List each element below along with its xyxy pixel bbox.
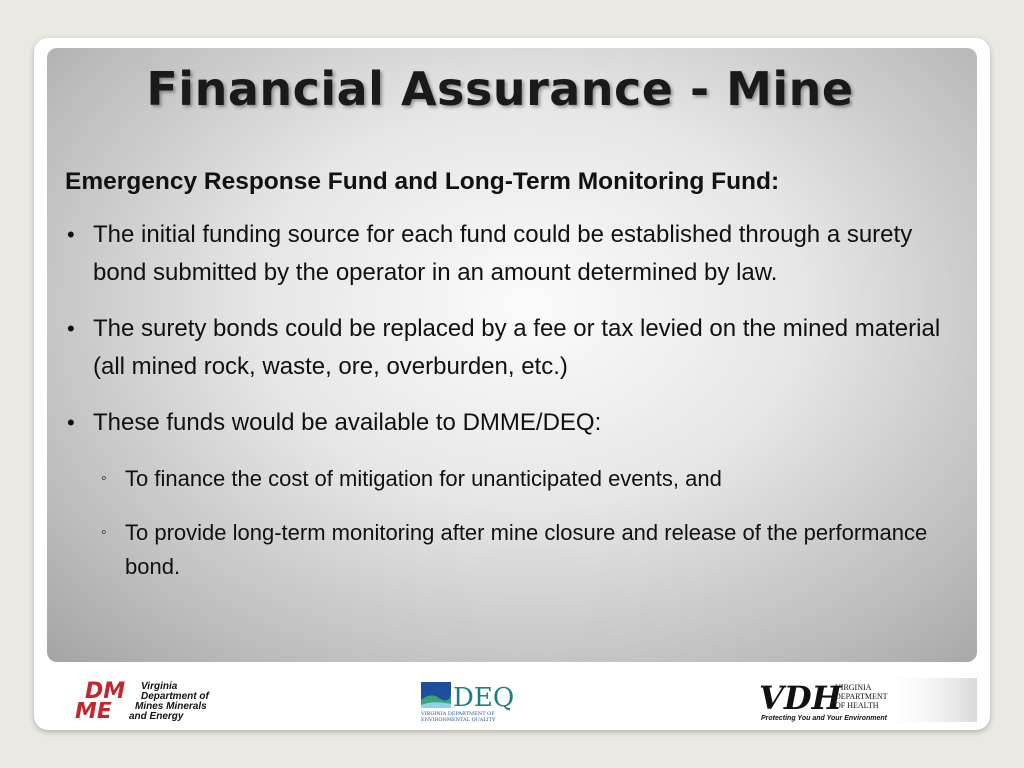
vdh-logo-line2: DEPARTMENT	[835, 692, 888, 701]
bullet-marker: •	[67, 222, 75, 247]
section-heading: Emergency Response Fund and Long-Term Monitoring Fund:	[65, 168, 780, 195]
vdh-logo-line3: OF HEALTH	[835, 701, 879, 710]
deq-logo	[419, 678, 517, 722]
deq-logo-line2: ENVIRONMENTAL QUALITY	[421, 717, 496, 722]
sub-bullet-text: To provide long-term monitoring after mine closure and release of the performance bond.	[125, 520, 928, 579]
dmme-logo	[73, 678, 223, 722]
logo-bar	[47, 672, 977, 728]
bullet-marker: •	[67, 316, 75, 341]
deq-logo-line1: VIRGINIA DEPARTMENT OF	[421, 711, 495, 717]
dmme-logo-line2: Department of	[141, 691, 209, 702]
dmme-logo-mark-top: DM	[85, 679, 126, 704]
slide-title: Financial Assurance - Mine	[146, 62, 854, 116]
content-panel	[47, 48, 977, 662]
vdh-logo-tagline: Protecting You and Your Environment	[761, 715, 888, 722]
deq-logo-mark: DEQ	[453, 683, 515, 713]
bullet-list	[65, 216, 945, 584]
sub-bullet-item	[93, 516, 945, 584]
bullet-text: These funds would be available to DMME/DEQ:	[93, 409, 602, 436]
dmme-logo-line4: and Energy	[129, 711, 184, 722]
sub-bullet-item	[93, 462, 945, 496]
bullet-text: The surety bonds could be replaced by a fee or tax levied on the mined material (all mined rock, waste, ore, overburden, etc.)	[93, 315, 941, 380]
bullet-text: The initial funding source for each fund could be established through a surety bond submitted by the operator in an amount determined by law.	[93, 221, 913, 286]
sub-bullet-text: To finance the cost of mitigation for unanticipated events, and	[125, 466, 722, 491]
sub-bullet-marker: ◦	[101, 470, 107, 487]
dmme-logo-line3: Mines Minerals	[135, 701, 207, 712]
vdh-logo	[757, 678, 977, 722]
bullet-marker: •	[67, 410, 75, 435]
slide-body	[65, 168, 945, 604]
vdh-logo-mark: VDH	[759, 679, 842, 717]
dmme-logo-line1: Virginia	[141, 681, 178, 692]
sub-bullet-marker: ◦	[101, 524, 107, 541]
bullet-item	[65, 404, 945, 584]
bullet-item	[65, 310, 945, 386]
dmme-logo-mark-bottom: ME	[75, 699, 112, 722]
sub-bullet-list	[93, 462, 945, 584]
bullet-item	[65, 216, 945, 292]
vdh-logo-line1: VIRGINIA	[835, 683, 872, 692]
